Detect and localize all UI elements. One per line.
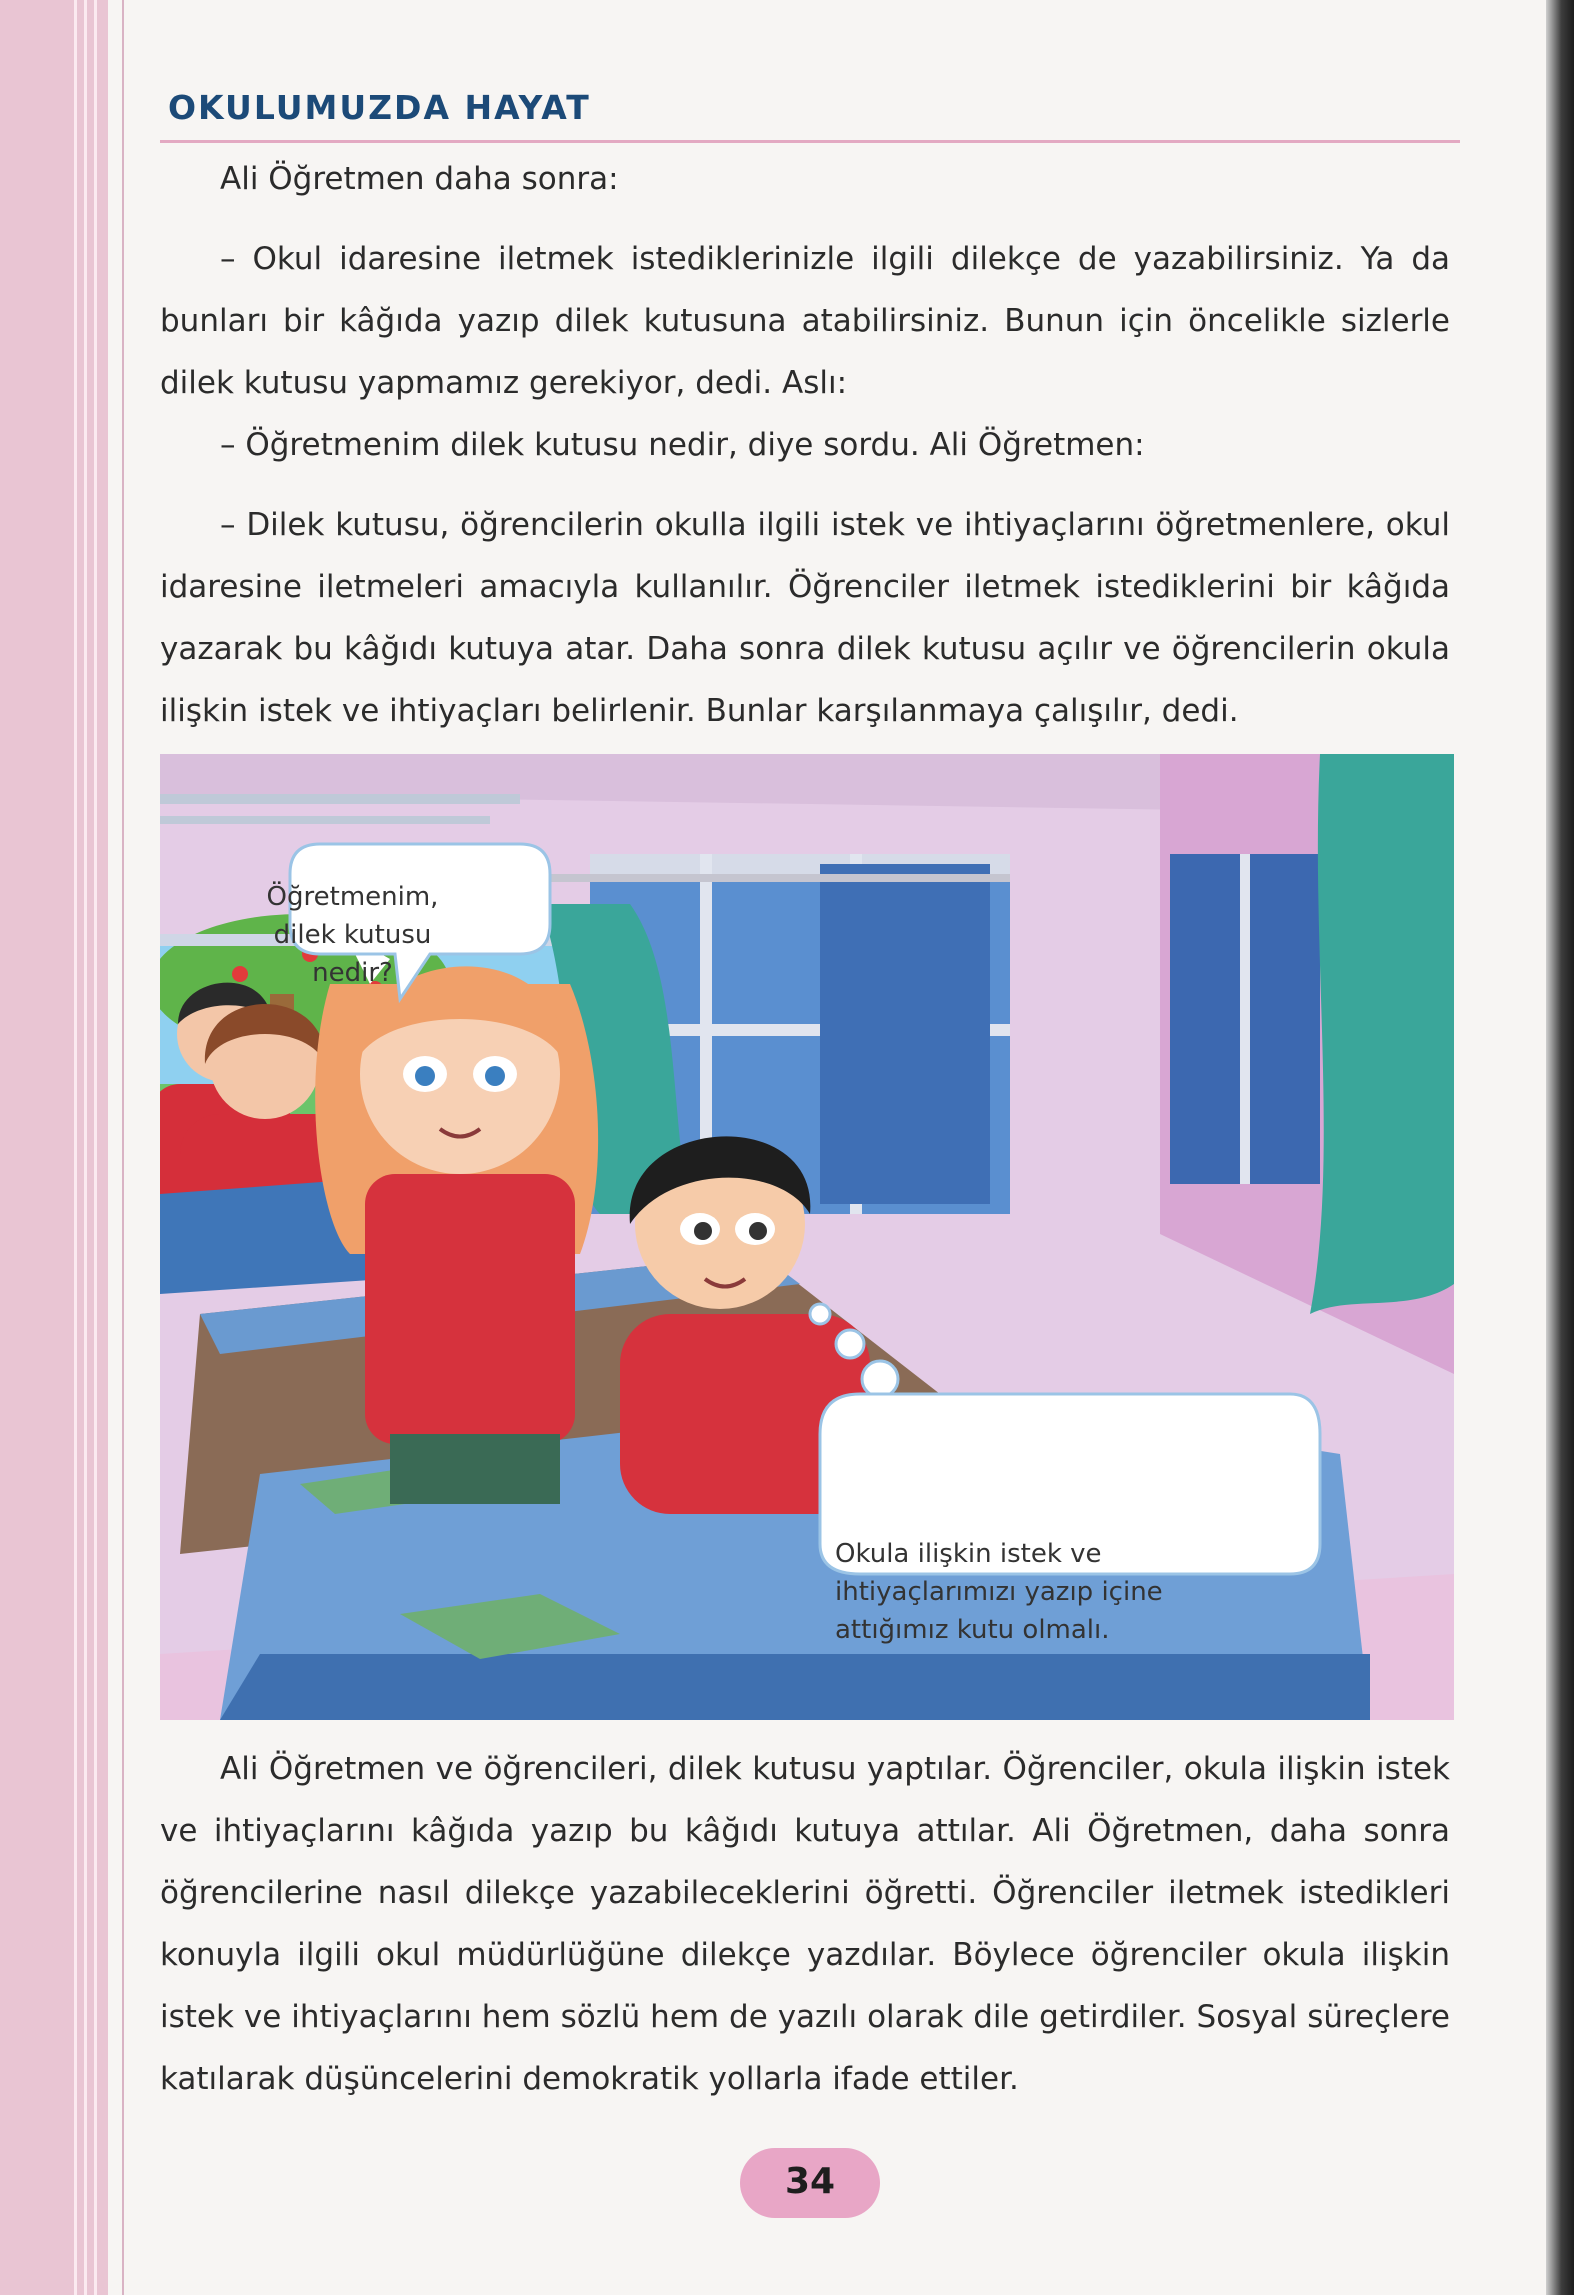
page-binding-edge bbox=[1546, 0, 1574, 2295]
paragraph-2: – Öğretmenim dilek kutusu nedir, diye sordu. Ali Öğretmen: bbox=[220, 427, 1145, 463]
curtain bbox=[1310, 754, 1454, 1314]
window-glass bbox=[820, 864, 990, 1204]
paragraph-3: – Dilek kutusu, öğrencilerin okulla ilgili istek ve ihtiyaçlarını öğretmenlere, okul idaresine iletmeleri amacıyla kullanılır. Öğrenciler iletmek istediklerini bir kâğıda yazarak bu kâğıdı kutuya atar. Daha sonra dilek kutusu açılır ve öğrencilerin okula ilişkin istek ve ihtiyaçları belirlenir. Bunlar karşılanmaya çalışılır, dedi. bbox=[160, 507, 1450, 729]
lamp bbox=[160, 794, 520, 804]
apple bbox=[232, 966, 248, 982]
page-number-badge bbox=[740, 2148, 880, 2218]
band-stripe bbox=[74, 0, 77, 2295]
thought-dot bbox=[862, 1361, 898, 1397]
thought-dot bbox=[810, 1304, 830, 1324]
lamp bbox=[160, 816, 490, 824]
section-title: OKULUMUZDA HAYAT bbox=[168, 88, 591, 127]
band-stripe bbox=[84, 0, 87, 2295]
paragraph-bottom: Ali Öğretmen ve öğrencileri, dilek kutusu yaptılar. Öğrenciler, okula ilişkin istek ve ihtiyaçlarını kâğıda yazıp bu kâğıdı kutuya attılar. Ali Öğretmen, daha sonra öğrencilerine nasıl dilekçe yazabileceklerini öğretti. Öğrenciler iletmek istedikleri konuyla ilgili okul müdürlüğüne dilekçe yazdılar. Böylece öğrenciler okula ilişkin istek ve ihtiyaçlarını hem sözlü hem de yazılı olarak dile getirdiler. Sosyal süreçlere katılarak düşüncelerini demokratik yollarla ifade ettiler. bbox=[160, 1751, 1450, 2097]
curtain-rod bbox=[530, 874, 1010, 882]
intro-line: Ali Öğretmen daha sonra: bbox=[220, 161, 619, 197]
margin-line bbox=[122, 0, 124, 2295]
band-stripe bbox=[94, 0, 97, 2295]
section-title-underline bbox=[160, 140, 1460, 143]
thought-dot bbox=[836, 1330, 864, 1358]
page-number: 34 bbox=[784, 2161, 836, 2202]
thought-bubble-boy-text: Okula ilişkin istek ve ihtiyaçlarımızı yazıp içine attığımız kutu olmalı. bbox=[835, 1539, 1163, 1645]
speech-bubble-girl-text: Öğretmenim, dilek kutusu nedir? bbox=[266, 882, 439, 988]
paragraph-1: – Okul idaresine iletmek istediklerinizle ilgili dilekçe de yazabilirsiniz. Ya da bunları bir kâğıda yazıp dilek kutusuna atabilirsiniz. Bunun için öncelikle sizlerle dilek kutusu yapmamız gerekiyor, dedi. Aslı: bbox=[160, 241, 1450, 401]
front-desk-edge bbox=[220, 1654, 1370, 1720]
window-mullion bbox=[1240, 854, 1250, 1184]
left-decorative-band bbox=[0, 0, 108, 2295]
